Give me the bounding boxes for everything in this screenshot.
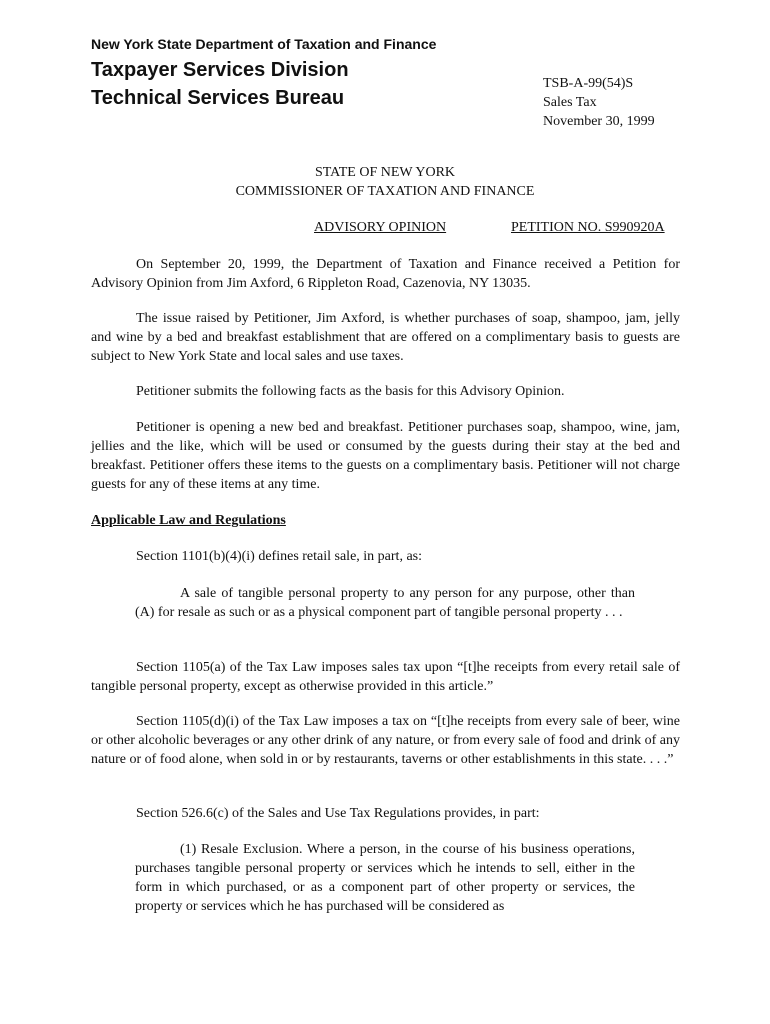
commissioner-title: COMMISSIONER OF TAXATION AND FINANCE — [235, 184, 535, 199]
paragraph-section-1105d: Section 1105(d)(i) of the Tax Law imposes a tax on “[t]he receipts from every sale of beer, wine or other alcoholic beverages or any other drink of any nature, or from every sale of food and drink of any nature or of food alone, when sold in or by restaurants, taverns or other establishments in this state. . . .” — [91, 714, 680, 767]
quote-retail-sale: A sale of tangible personal property to any person for any purpose, other than (A) for resale as such or as a physical component part of tangible personal property . . . — [135, 586, 635, 620]
quote-resale-exclusion: (1) Resale Exclusion. Where a person, in the course of his business operations, purchases tangible personal property or services which he intends to sell, either in the form in which purchased, or as a component part of other property or services, the property or services which he has purchased will be considered as — [135, 842, 635, 914]
agency-name: New York State Department of Taxation and Finance — [91, 36, 437, 52]
paragraph-section-526: Section 526.6(c) of the Sales and Use Tax Regulations provides, in part: — [136, 806, 540, 821]
paragraph-section-1105a: Section 1105(a) of the Tax Law imposes sales tax upon “[t]he receipts from every retail sale of tangible personal property, except as otherwise provided in this article.” — [91, 660, 680, 694]
doc-number: TSB-A-99(54)S — [543, 76, 634, 91]
document-reference — [543, 74, 655, 131]
state-title: STATE OF NEW YORK — [314, 165, 456, 180]
bureau-name: Technical Services Bureau — [91, 87, 345, 109]
paragraph-section-1101: Section 1101(b)(4)(i) defines retail sale, in part, as: — [136, 549, 422, 564]
doc-date: November 30, 1999 — [543, 114, 655, 129]
advisory-opinion-label: ADVISORY OPINION — [314, 220, 447, 235]
division-name: Taxpayer Services Division — [91, 59, 349, 81]
paragraph-facts: Petitioner is opening a new bed and breakfast. Petitioner purchases soap, shampoo, wine, jam, jellies and the like, which will be used or consumed by the guests during their stay at the bed and breakfast. Petitioner offers these items to the guests on a complimentary basis. Petitioner will not charge guests for any of these items at any time. — [91, 420, 680, 492]
tax-type: Sales Tax — [543, 95, 597, 110]
section-heading: Applicable Law and Regulations — [91, 513, 286, 528]
paragraph-facts-intro: Petitioner submits the following facts as the basis for this Advisory Opinion. — [136, 384, 565, 399]
petition-number: PETITION NO. S990920A — [511, 220, 665, 235]
paragraph-issue: The issue raised by Petitioner, Jim Axford, is whether purchases of soap, shampoo, jam, jelly and wine by a bed and breakfast establishment that are offered on a complimentary basis to guests are subject to New York State and local sales and use taxes. — [91, 311, 680, 364]
division-block — [91, 56, 349, 112]
paragraph-petition-received: On September 20, 1999, the Department of Taxation and Finance received a Petition for Advisory Opinion from Jim Axford, 6 Rippleton Road, Cazenovia, NY 13035. — [91, 257, 680, 291]
